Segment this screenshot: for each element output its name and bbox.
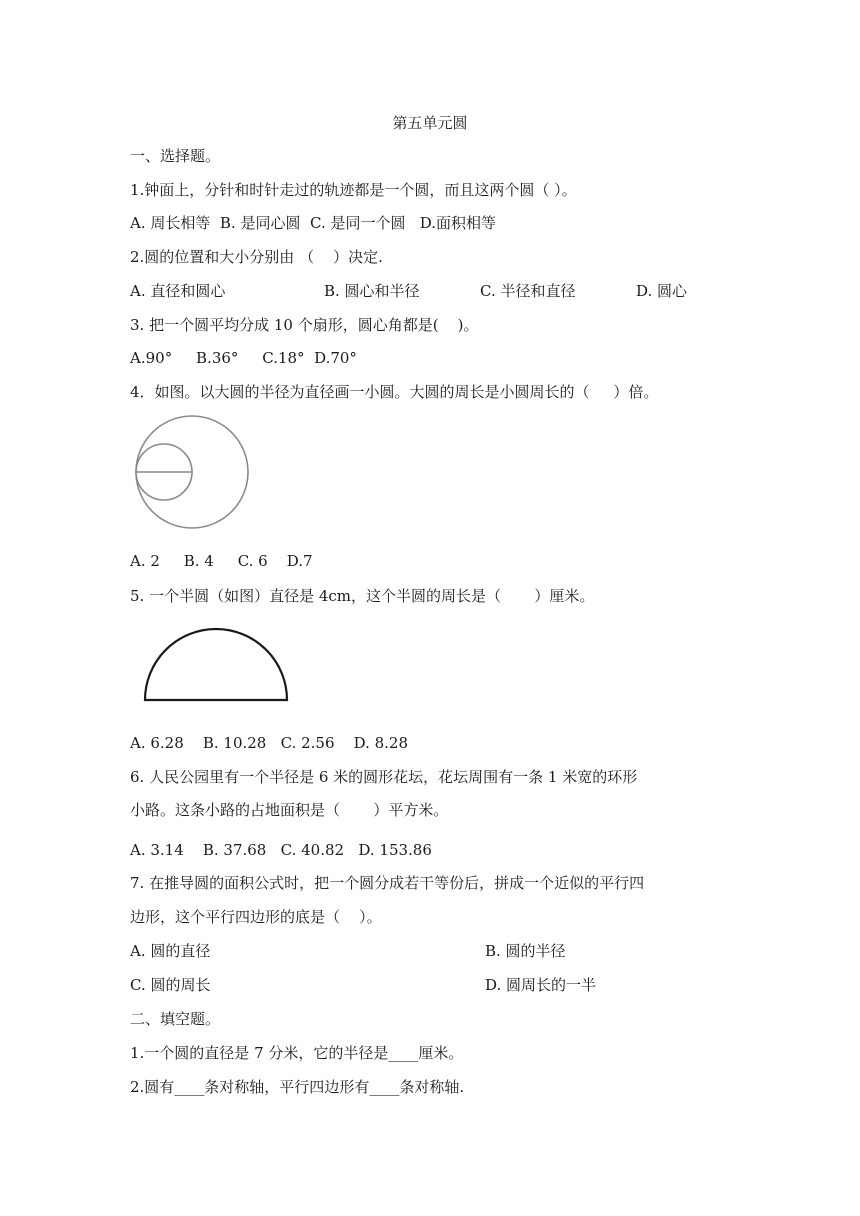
question-2-stem: 2.圆的位置和大小分别由 （ ）决定. <box>130 248 383 266</box>
question-6-stem-line-1: 6. 人民公园里有一个半径是 6 米的圆形花坛，花坛周围有一条 1 米宽的环形 <box>130 768 638 786</box>
section-heading-choice: 一、选择题。 <box>130 147 221 165</box>
question-4-options: A. 2 B. 4 C. 6 D.7 <box>130 552 313 570</box>
question-1-options: A. 周长相等 B. 是同心圆 C. 是同一个圆 D.面积相等 <box>130 214 497 232</box>
question-7-option-c: C. 圆的周长 <box>130 976 211 994</box>
semicircle-figure <box>138 622 296 708</box>
semicircle-shape <box>145 629 287 700</box>
question-2-option-c: C. 半径和直径 <box>480 282 576 300</box>
question-1-stem: 1.钟面上，分针和时针走过的轨迹都是一个圆，而且这两个圆（ ）。 <box>130 181 577 199</box>
nested-circles-figure <box>130 412 265 537</box>
fill-question-1: 1.一个圆的直径是 7 分米，它的半径是____厘米。 <box>130 1044 464 1062</box>
question-4-stem: 4．如图。以大圆的半径为直径画一小圆。大圆的周长是小圆周长的（ ）倍。 <box>130 383 659 401</box>
question-2-option-d: D. 圆心 <box>636 282 688 300</box>
question-3-stem: 3. 把一个圆平均分成 10 个扇形，圆心角都是( )。 <box>130 316 479 334</box>
question-6-stem-line-2: 小路。这条小路的占地面积是（ ）平方米。 <box>130 801 449 819</box>
page-title: 第五单元圆 <box>392 114 468 132</box>
question-7-option-b: B. 圆的半径 <box>485 942 566 960</box>
question-5-options: A. 6.28 B. 10.28 C. 2.56 D. 8.28 <box>130 734 409 752</box>
question-6-options: A. 3.14 B. 37.68 C. 40.82 D. 153.86 <box>130 841 432 859</box>
question-7-stem-line-2: 边形，这个平行四边形的底是（ ）。 <box>130 908 382 926</box>
fill-question-2: 2.圆有____条对称轴，平行四边形有____条对称轴. <box>130 1078 465 1096</box>
question-2-option-a: A. 直径和圆心 <box>130 282 226 300</box>
question-7-stem-line-1: 7. 在推导圆的面积公式时，把一个圆分成若干等份后，拼成一个近似的平行四 <box>130 874 645 892</box>
section-heading-fill-in: 二、填空题。 <box>130 1010 221 1028</box>
question-7-option-a: A. 圆的直径 <box>130 942 211 960</box>
question-7-option-d: D. 圆周长的一半 <box>485 976 597 994</box>
question-2-option-b: B. 圆心和半径 <box>324 282 420 300</box>
question-3-options: A.90° B.36° C.18° D.70° <box>130 349 357 367</box>
question-5-stem: 5. 一个半圆（如图）直径是 4cm，这个半圆的周长是（ ）厘米。 <box>130 587 595 605</box>
